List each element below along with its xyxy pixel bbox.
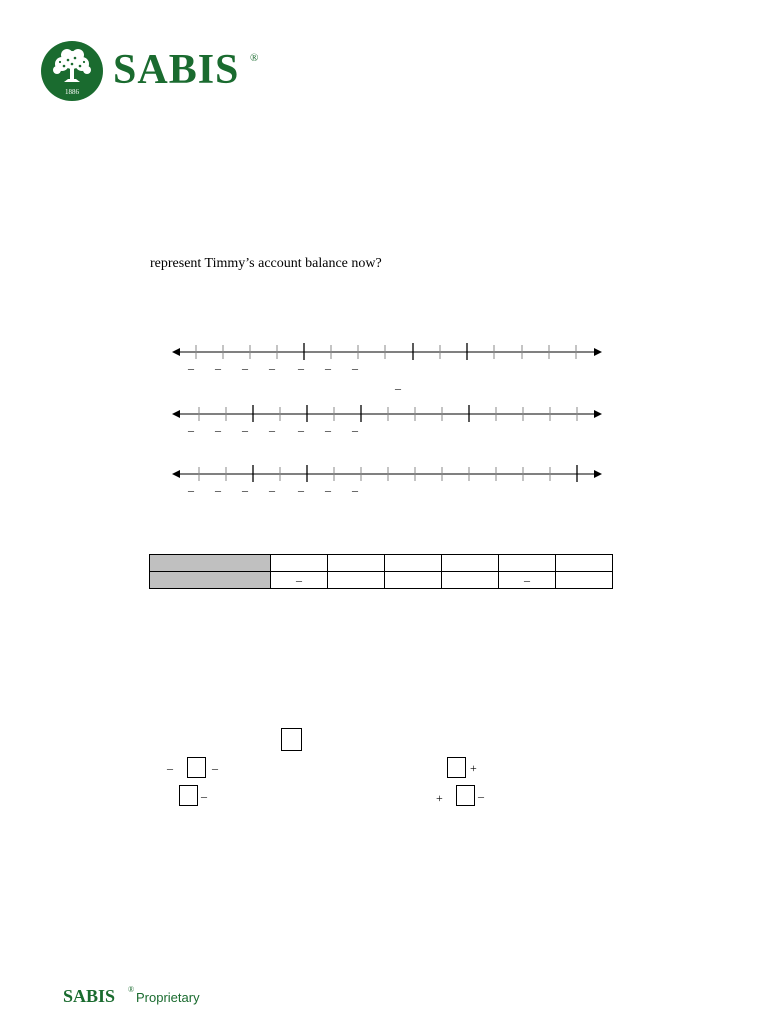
footer-registered-mark: ® [128,985,135,994]
tick-label: – [269,361,275,373]
tick-label: – [298,361,304,373]
answer-box[interactable] [447,757,466,778]
answer-box-main[interactable] [281,728,302,751]
table-cell[interactable] [442,572,499,589]
minus-sign: – [478,789,484,803]
answer-box[interactable] [187,757,206,778]
footer-logo-wordmark: SABIS [63,986,116,1006]
minus-sign: – [201,789,207,803]
tick-label: – [242,483,248,495]
tick-label: – [188,361,194,373]
number-line-a[interactable] [170,333,606,373]
sabis-logo-emblem [40,40,104,102]
logo-year: 1886 [65,88,79,96]
table-cell[interactable] [271,555,328,572]
answer-box[interactable] [179,785,198,806]
table-cell[interactable]: – [499,572,556,589]
plus-sign: + [470,761,477,775]
question-text: represent Timmy’s account balance now? [150,256,382,271]
table-cell[interactable] [385,572,442,589]
table-header-cell [150,555,271,572]
table-cell[interactable] [499,555,556,572]
tick-label: – [215,361,221,373]
table-row [150,555,613,572]
answer-box[interactable] [456,785,475,806]
plus-sign: + [436,791,443,805]
table-cell[interactable] [328,555,385,572]
sabis-logo-wordmark: SABIS [113,47,240,93]
table-cell[interactable]: – [271,572,328,589]
tick-label: – [242,423,248,435]
table-row [150,572,613,589]
tick-label: – [325,361,331,373]
table-cell[interactable] [442,555,499,572]
data-table [149,554,613,589]
number-line-b[interactable] [170,395,606,435]
table-cell[interactable] [556,555,613,572]
tick-label: – [269,483,275,495]
tick-label: – [352,423,358,435]
tick-label: – [215,423,221,435]
number-line-c[interactable] [170,455,606,495]
minus-sign: – [167,761,173,775]
tick-label: – [215,483,221,495]
footer-proprietary-label: Proprietary [136,990,200,1005]
table-header-cell [150,572,271,589]
tick-label: – [298,423,304,435]
table-cell[interactable] [556,572,613,589]
table-cell[interactable] [328,572,385,589]
minus-sign: – [212,761,218,775]
tick-label: – [188,483,194,495]
tick-label: – [242,361,248,373]
stray-minus: – [395,381,401,395]
table-cell[interactable] [385,555,442,572]
tick-label: – [298,483,304,495]
tick-label: – [325,423,331,435]
tick-label: – [325,483,331,495]
tick-label: – [269,423,275,435]
tick-label: – [188,423,194,435]
tick-label: – [352,483,358,495]
registered-mark: ® [250,52,259,64]
tick-label: – [352,361,358,373]
